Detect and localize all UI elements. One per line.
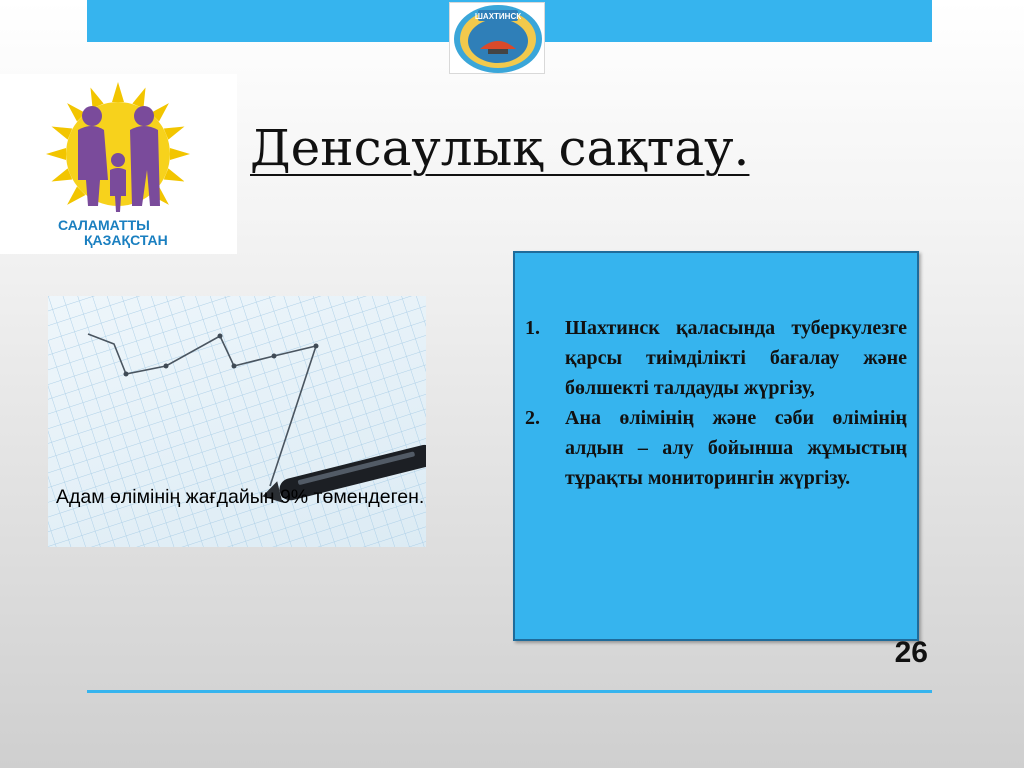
list-item-text: Ана өлімінің және сәби өлімінің алдын – алу бойынша жұмыстың тұрақты мониторингін жүргізу. (565, 407, 907, 489)
list-item-number: 2. (525, 407, 540, 429)
city-emblem (449, 2, 545, 74)
page-number: 26 (894, 636, 928, 669)
declining-chart-photo (48, 296, 426, 547)
photo-caption: Адам өлімінің жағдайын 9% төмендеген. (56, 486, 425, 508)
list-item-text: Шахтинск қаласында туберкулезге қарсы тиімділікті бағалау және бөлшекті талдауды жүргізу, (565, 317, 907, 399)
salamatty-kazakhstan-logo (0, 74, 237, 254)
slide-title: Денсаулық сақтау. (250, 119, 750, 177)
emblem-text: ШАХТИНСК (474, 12, 522, 21)
logo-text-line2: ҚАЗАҚСТАН (84, 232, 168, 248)
logo-text-line1: САЛАМАТТЫ (58, 217, 150, 233)
list-item (525, 403, 907, 493)
info-box (513, 251, 919, 641)
bottom-accent-line (87, 690, 932, 693)
list-item (525, 313, 907, 403)
measures-list (525, 313, 907, 493)
list-item-number: 1. (525, 317, 540, 339)
